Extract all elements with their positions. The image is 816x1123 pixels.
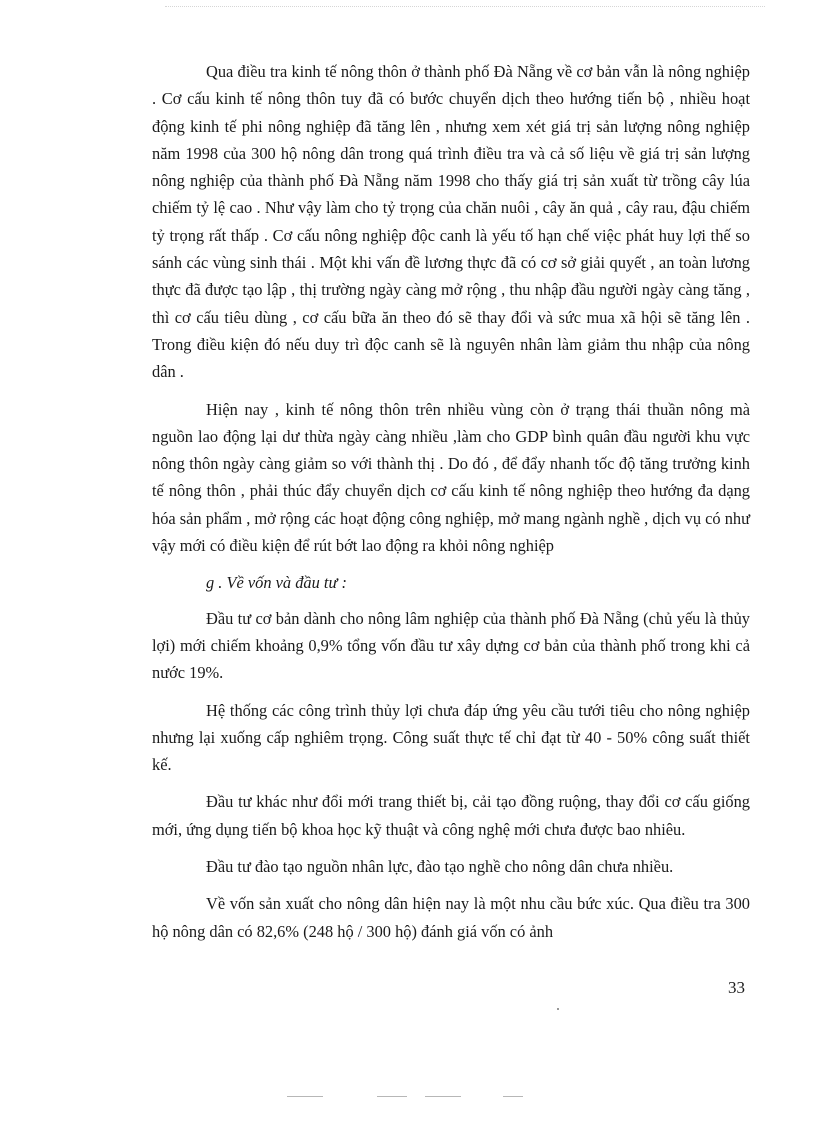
- scan-header-remnant: [165, 0, 765, 7]
- paragraph: Hiện nay , kinh tế nông thôn trên nhiều vùng còn ở trạng thái thuần nông mà nguồn lao động lại dư thừa ngày càng nhiều ,làm cho GDP bình quân đầu người khu vực nông thôn ngày càng giảm so với thành thị . Do đó , để đẩy nhanh tốc độ tăng trưởng kinh tế nông thôn , phải thúc đẩy chuyển dịch cơ cấu kinh tế nông nghiệp theo hướng đa dạng hóa sản phẩm , mở rộng các hoạt động công nghiệp, mở mang ngành nghề , dịch vụ có như vậy mới có điều kiện để rút bớt lao động ra khỏi nông nghiệp: [152, 399, 750, 556]
- scan-speck: [557, 1008, 559, 1010]
- section-heading: g . Về vốn và đầu tư :: [206, 573, 347, 593]
- paragraph: Đầu tư đào tạo nguồn nhân lực, đào tạo nghề cho nông dân chưa nhiều.: [206, 857, 674, 877]
- paragraph: Hệ thống các công trình thủy lợi chưa đáp ứng yêu cầu tưới tiêu cho nông nghiệp nhưng lại xuống cấp nghiêm trọng. Công suất thực tế chỉ đạt từ 40 - 50% công suất thiết kế.: [152, 700, 750, 775]
- scan-artifact-line: [425, 1096, 461, 1097]
- paragraph: Đầu tư cơ bản dành cho nông lâm nghiệp của thành phố Đà Nẵng (chủ yếu là thủy lợi) mới chiếm khoảng 0,9% tổng vốn đầu tư xây dựng cơ bản của thành phố trong khi cả nước 19%.: [152, 608, 750, 683]
- paragraph: Về vốn sản xuất cho nông dân hiện nay là một nhu cầu bức xúc. Qua điều tra 300 hộ nông dân có 82,6% (248 hộ / 300 hộ) đánh giá vốn có ảnh: [152, 894, 750, 941]
- paragraph: Qua điều tra kinh tế nông thôn ở thành phố Đà Nẵng về cơ bản vẫn là nông nghiệp . Cơ cấu kinh tế nông thôn tuy đã có bước chuyển dịch theo hướng tiến bộ , nhiều hoạt động kinh tế phi nông nghiệp đã tăng lên , nhưng xem xét giá trị sản lượng nông nghiệp năm 1998 của 300 hộ nông dân trong quá trình điều tra và cả số liệu về giá trị sản lượng nông nghiệp của thành phố Đà Nẵng năm 1998 cho thấy giá trị sản xuất từ trồng cây lúa chiếm tỷ lệ cao . Như vậy làm cho tỷ trọng của chăn nuôi , cây ăn quả , cây rau, đậu chiếm tỷ trọng rất thấp . Cơ cấu nông nghiệp độc canh là yếu tố hạn chế việc phát huy lợi thế so sánh các vùng sinh thái . Một khi vấn đề lương thực đã có cơ sở giải quyết , an toàn lương thực đã được tạo lập , thị trường ngày càng mở rộng , thu nhập đầu người ngày càng tăng , thì cơ cấu tiêu dùng , cơ cấu bữa ăn theo đó sẽ thay đổi và sức mua xã hội sẽ tăng lên . Trong điều kiện đó nếu duy trì độc canh sẽ là nguyên nhân làm giảm thu nhập của nông dân .: [152, 62, 750, 382]
- body-text: [152, 58, 750, 955]
- scan-artifact-line: [287, 1096, 323, 1097]
- page-number: 33: [728, 978, 745, 997]
- scan-artifact-line: [503, 1096, 523, 1097]
- scan-artifact-line: [377, 1096, 407, 1097]
- paragraph: Đầu tư khác như đổi mới trang thiết bị, cải tạo đồng ruộng, thay đổi cơ cấu giống mới, ứng dụng tiến bộ khoa học kỹ thuật và công nghệ mới chưa được bao nhiêu.: [152, 792, 750, 839]
